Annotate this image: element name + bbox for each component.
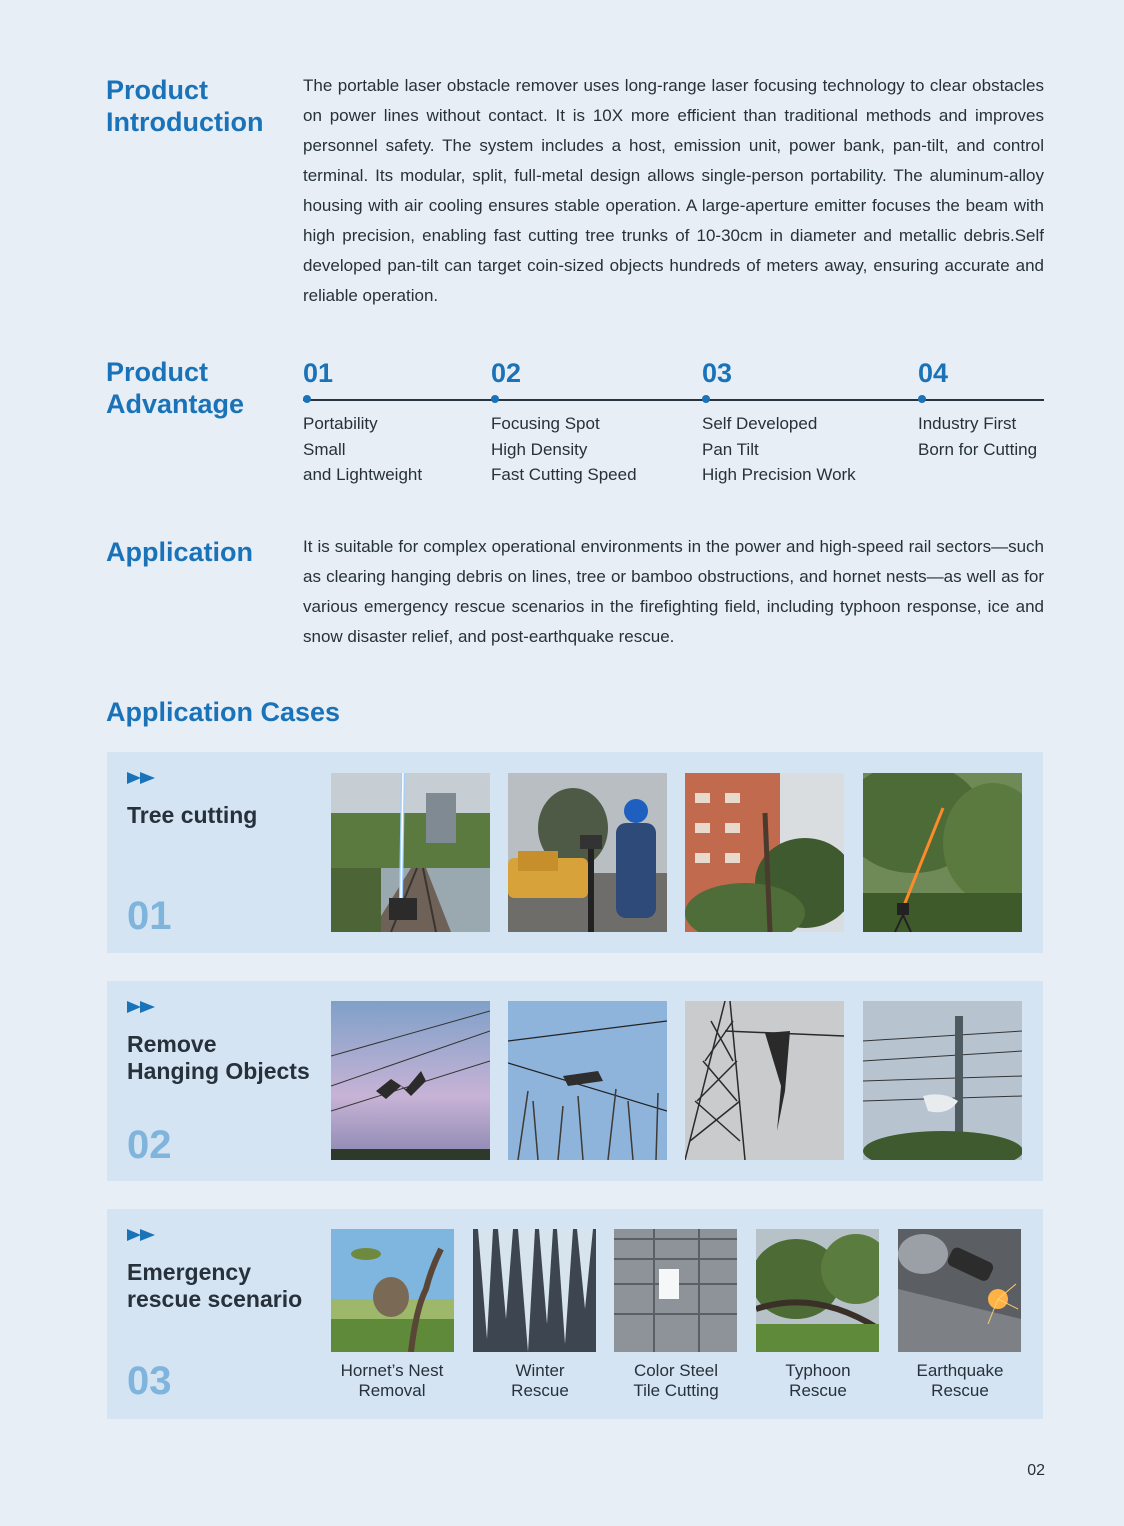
advantage-number: 01 bbox=[303, 358, 334, 388]
timeline-dot bbox=[303, 395, 311, 403]
advantage-number: 02 bbox=[491, 358, 522, 388]
arrow-icon bbox=[127, 1001, 157, 1013]
case-title-line: Remove bbox=[127, 1031, 217, 1057]
photo-forest-laser bbox=[863, 773, 1022, 932]
advantage-line: Self Developed bbox=[702, 414, 818, 433]
case-title-line: rescue scenario bbox=[127, 1286, 303, 1312]
advantage-line: and Lightweight bbox=[303, 465, 423, 484]
photo-operator-truck bbox=[508, 773, 667, 932]
case-number: 03 bbox=[127, 1359, 172, 1403]
product-advantage-heading bbox=[106, 356, 244, 420]
case-title-line: Emergency bbox=[127, 1259, 252, 1285]
caption-line: Earthquake bbox=[916, 1361, 1004, 1380]
case-title bbox=[127, 802, 327, 829]
case-number: 01 bbox=[127, 894, 172, 938]
timeline-dot bbox=[918, 395, 926, 403]
advantage-line: Fast Cutting Speed bbox=[491, 465, 637, 484]
arrow-icon bbox=[127, 1229, 157, 1241]
advantage-line: Pan Tilt bbox=[702, 439, 759, 459]
advantage-item bbox=[491, 355, 637, 488]
photo-icicles bbox=[473, 1229, 596, 1352]
application-heading: Application bbox=[106, 537, 253, 567]
photo-tower-debris bbox=[685, 1001, 844, 1160]
caption-line: Rescue bbox=[511, 1381, 569, 1400]
advantage-item bbox=[702, 355, 856, 488]
photo-apartment-tree bbox=[685, 773, 844, 932]
advantage-number: 04 bbox=[918, 358, 949, 388]
caption bbox=[748, 1361, 888, 1401]
caption-line: Removal bbox=[358, 1381, 426, 1400]
caption-line: Rescue bbox=[931, 1381, 989, 1400]
caption-line: Tile Cutting bbox=[633, 1381, 719, 1400]
caption-line: Typhoon bbox=[785, 1361, 851, 1380]
caption bbox=[470, 1361, 610, 1401]
case-panel-hanging-objects bbox=[107, 981, 1043, 1181]
timeline-dot bbox=[491, 395, 499, 403]
photo-steel-roof bbox=[614, 1229, 737, 1352]
case-title-line: Hanging Objects bbox=[127, 1058, 310, 1084]
timeline-dot bbox=[702, 395, 710, 403]
advantage-line: High Precision Work bbox=[702, 465, 856, 484]
photo-fallen-tree bbox=[756, 1229, 879, 1352]
arrow-icon bbox=[127, 772, 157, 784]
case-panel-tree-cutting bbox=[107, 752, 1043, 953]
caption-line: Hornet’s Nest bbox=[340, 1361, 444, 1380]
advantage-line: Focusing Spot bbox=[491, 414, 600, 433]
caption-line: Rescue bbox=[789, 1381, 847, 1400]
photo-pole-plastic bbox=[863, 1001, 1022, 1160]
case-title-line: Tree cutting bbox=[127, 802, 258, 828]
photo-kite-on-line bbox=[331, 1001, 490, 1160]
caption-line: Winter bbox=[515, 1361, 565, 1380]
product-introduction-text: The portable laser obstacle remover uses long-range laser focusing technology to clear obstacles on power lines without contact. It is 10X more efficient than traditional methods and improves personnel safety. The system includes a host, emission unit, power bank, pan-tilt, and control terminal. Its modular, split, full-metal design allows single-person portability. The aluminum-alloy housing with air cooling ensures stable operation. A large-aperture emitter focuses the beam with high precision, enabling fast cutting tree trunks of 10-30cm in diameter and metallic debris.Self developed pan-tilt can target coin-sized objects hundreds of meters away, ensuring accurate and reliable operation. bbox=[303, 76, 1044, 305]
advantage-line: Born for Cutting bbox=[918, 439, 1038, 459]
advantage-number: 03 bbox=[702, 358, 733, 388]
case-title bbox=[127, 1031, 327, 1085]
page-number: 02 bbox=[1027, 1462, 1045, 1479]
photo-railway-laser bbox=[331, 773, 490, 932]
advantage-line: Industry First bbox=[918, 414, 1017, 433]
heading-line: Introduction bbox=[106, 107, 264, 137]
application-text: It is suitable for complex operational environments in the power and high-speed rail sectors—such as clearing hanging debris on lines, tree or bamboo obstructions, and hornet nests—as well as for various emergency rescue scenarios in the firefighting field, including typhoon response, ice and snow disaster relief, and post-earthquake rescue. bbox=[303, 537, 1044, 646]
advantage-line: Portability bbox=[303, 414, 378, 433]
caption bbox=[322, 1361, 462, 1401]
advantage-line: High Density bbox=[491, 439, 588, 459]
case-panel-emergency-rescue bbox=[107, 1209, 1043, 1419]
advantage-line: Small bbox=[303, 439, 346, 459]
photo-metal-cutting bbox=[898, 1229, 1021, 1352]
photo-hornet-nest bbox=[331, 1229, 454, 1352]
heading-line: Product bbox=[106, 75, 209, 105]
case-number: 02 bbox=[127, 1123, 172, 1167]
caption bbox=[606, 1361, 746, 1401]
heading-line: Product bbox=[106, 357, 209, 387]
caption-line: Color Steel bbox=[633, 1361, 719, 1380]
heading-line: Advantage bbox=[106, 389, 245, 419]
photo-debris-on-line bbox=[508, 1001, 667, 1160]
case-title bbox=[127, 1259, 327, 1313]
advantage-item bbox=[303, 355, 422, 488]
application-cases-heading: Application Cases bbox=[106, 697, 341, 727]
caption bbox=[890, 1361, 1030, 1401]
product-introduction-heading bbox=[106, 74, 263, 138]
advantage-item bbox=[918, 355, 1037, 462]
